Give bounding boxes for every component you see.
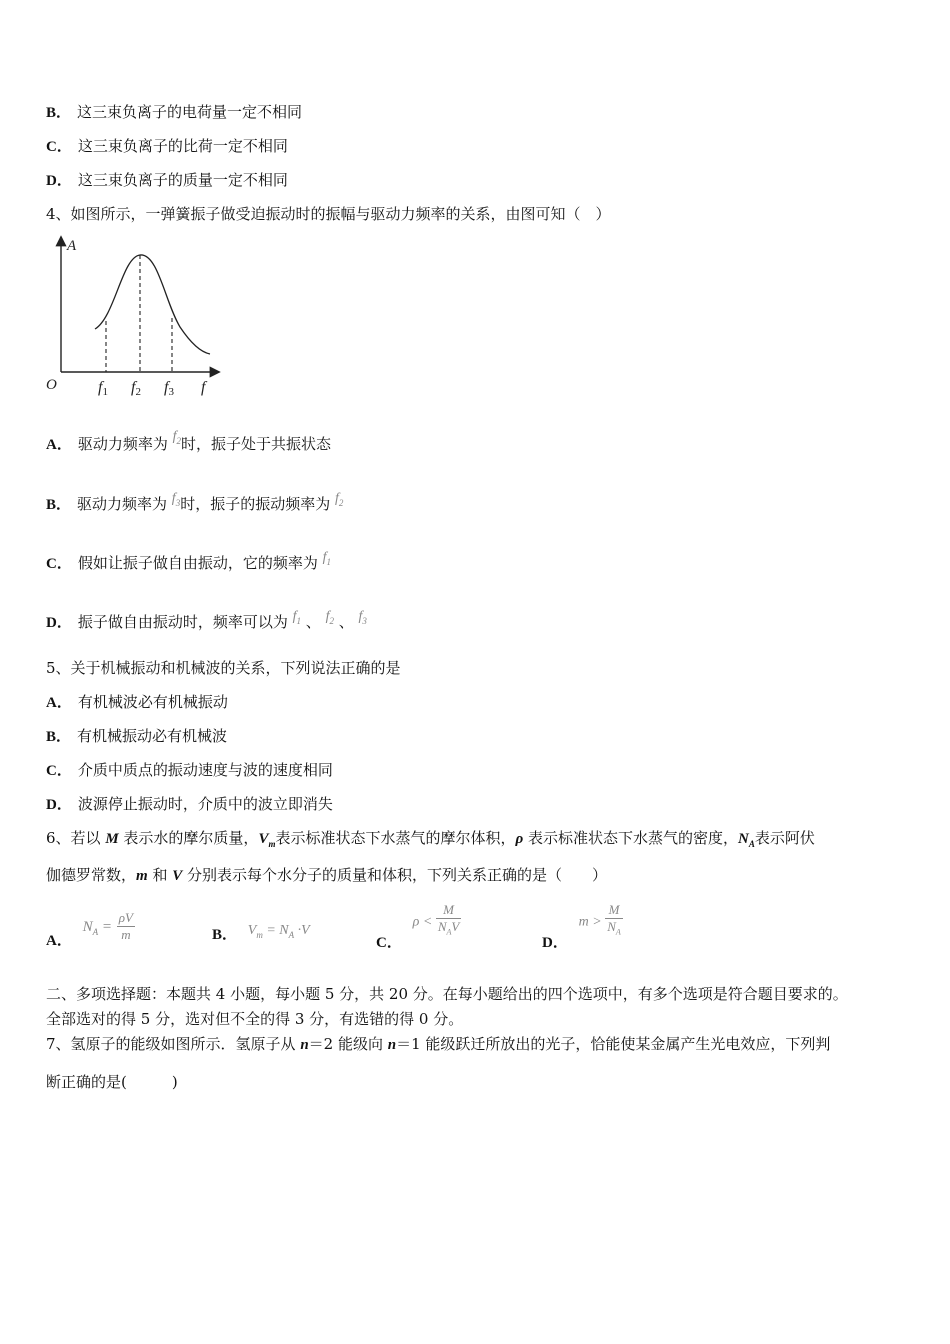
option-text: 时，振子的振动频率为	[180, 495, 335, 513]
option-label: D．	[542, 935, 568, 952]
symbol-rho: ρ	[515, 831, 524, 847]
resonance-curve-figure	[40, 232, 225, 404]
option-text: 介质中质点的振动速度与波的速度相同	[77, 761, 333, 779]
option-text: 波源停止振动时，介质中的波立即消失	[77, 795, 333, 813]
formula-c-lhs: ρ <	[412, 914, 436, 930]
section2-instructions-line2: 全部选对的得 5 分，选对但不全的得 3 分，有选错的得 0 分。	[46, 1010, 464, 1028]
symbol-f3: $f_3$	[358, 609, 367, 626]
q4-option-c	[46, 550, 332, 579]
symbol-f1: $f_1$	[322, 550, 332, 567]
q3-option-d	[46, 170, 288, 191]
symbol-f3: $f_3$	[171, 491, 181, 508]
amplitude-curve	[95, 255, 210, 354]
q7-stem-line2: 断正确的是( )	[46, 1073, 178, 1091]
section2-instructions-line1: 二、多项选择题：本题共 4 小题，每小题 5 分，共 20 分。在每小题给出的四个选项中，有多个选项是符合题目要求的。	[46, 985, 848, 1003]
formula-b: $V_m = N_A \cdot V$	[247, 923, 310, 940]
option-label: A．	[46, 695, 72, 711]
formula-a-fraction: $\frac{\rho V}{m}$	[118, 910, 133, 942]
q4-option-b	[46, 491, 344, 520]
option-label: A．	[46, 437, 72, 453]
q5-option-a	[46, 692, 228, 713]
option-label: B．	[46, 105, 72, 121]
q3-option-b	[46, 102, 302, 123]
symbol-n: n	[387, 1037, 397, 1053]
symbol-f2: $f_2$	[334, 491, 344, 508]
tick-f3: f3	[164, 379, 174, 398]
option-text: 这三束负离子的比荷一定不相同	[77, 137, 288, 155]
q4-option-a	[46, 429, 332, 460]
x-axis-label: f	[201, 379, 206, 396]
option-label: C．	[46, 763, 72, 779]
q4-stem: 4、如图所示，一弹簧振子做受迫振动时的振幅与驱动力频率的关系，由图可知（ ）	[46, 205, 611, 223]
symbol-NA: $N_A$	[738, 831, 755, 849]
separator: 、	[333, 613, 359, 631]
symbol-f1: $f_1$	[292, 609, 302, 626]
q6-stem-line1: 6、若以 M 表示水的摩尔质量，$V_m$表示标准状态下水蒸气的摩尔体积，ρ 表示标准状态下水蒸气的密度，$N_A$表示阿伏	[46, 829, 815, 849]
q6-stem-line2: 伽德罗常数，m 和 V 分别表示每个水分子的质量和体积，下列关系正确的是（ ）	[46, 866, 608, 884]
option-label: B．	[46, 497, 72, 513]
symbol-n: n	[300, 1037, 309, 1053]
option-text: 有机械振动必有机械波	[77, 727, 228, 745]
formula-a-lhs: $N_A$ =	[82, 918, 113, 937]
option-text: 有机械波必有机械振动	[77, 693, 228, 711]
q5-option-c	[46, 760, 333, 781]
q5-option-b	[46, 726, 227, 747]
option-text: 驱动力频率为	[77, 435, 173, 453]
symbol-m: m	[136, 868, 148, 884]
option-text: 假如让振子做自由振动，它的频率为	[77, 554, 323, 572]
formula-d-fraction: $\frac{M}{N_A}$	[607, 902, 621, 937]
tick-f1: f1	[98, 379, 108, 398]
separator: 、	[301, 613, 326, 631]
option-label: C．	[46, 556, 72, 572]
option-label: A．	[46, 932, 72, 949]
option-text: 振子做自由振动时，频率可以为	[77, 613, 293, 631]
option-text: 这三束负离子的质量一定不相同	[77, 171, 288, 189]
symbol-f2: $f_2$	[325, 609, 334, 626]
q6-option-a	[46, 910, 135, 949]
symbol-V: V	[172, 868, 183, 884]
tick-f2: f2	[131, 379, 141, 398]
q5-option-d	[46, 794, 333, 815]
symbol-Vm: $V_m$	[258, 831, 276, 849]
option-text: 这三束负离子的电荷量一定不相同	[77, 103, 303, 121]
q6-option-d	[542, 902, 623, 952]
option-label: B．	[212, 927, 238, 943]
option-label: D．	[46, 173, 72, 189]
y-axis-label: A	[67, 238, 77, 254]
option-text: 时，振子处于共振状态	[181, 435, 332, 453]
q7-stem-line1: 7、氢原子的能级如图所示．氢原子从 n＝2 能级向 n＝1 能级跃迁所放出的光子，恰能使某金属产生光电效应，下列判	[46, 1035, 831, 1053]
symbol-f2: $f_2$	[172, 429, 182, 446]
formula-d-lhs: m >	[578, 914, 606, 930]
q6-option-b	[212, 924, 310, 950]
q6-option-c	[376, 902, 461, 952]
option-label: C．	[376, 935, 402, 952]
option-text: 驱动力频率为	[77, 495, 172, 513]
formula-c-fraction: $\frac{M}{N_AV}$	[437, 902, 460, 937]
q3-option-c	[46, 136, 288, 157]
origin-label: O	[46, 377, 57, 393]
option-label: B．	[46, 729, 72, 745]
q4-option-d	[46, 609, 367, 638]
option-label: C．	[46, 139, 72, 155]
option-label: D．	[46, 615, 72, 631]
q5-stem: 5、关于机械振动和机械波的关系，下列说法正确的是	[46, 659, 401, 677]
option-label: D．	[46, 797, 72, 813]
symbol-M: M	[105, 831, 119, 847]
